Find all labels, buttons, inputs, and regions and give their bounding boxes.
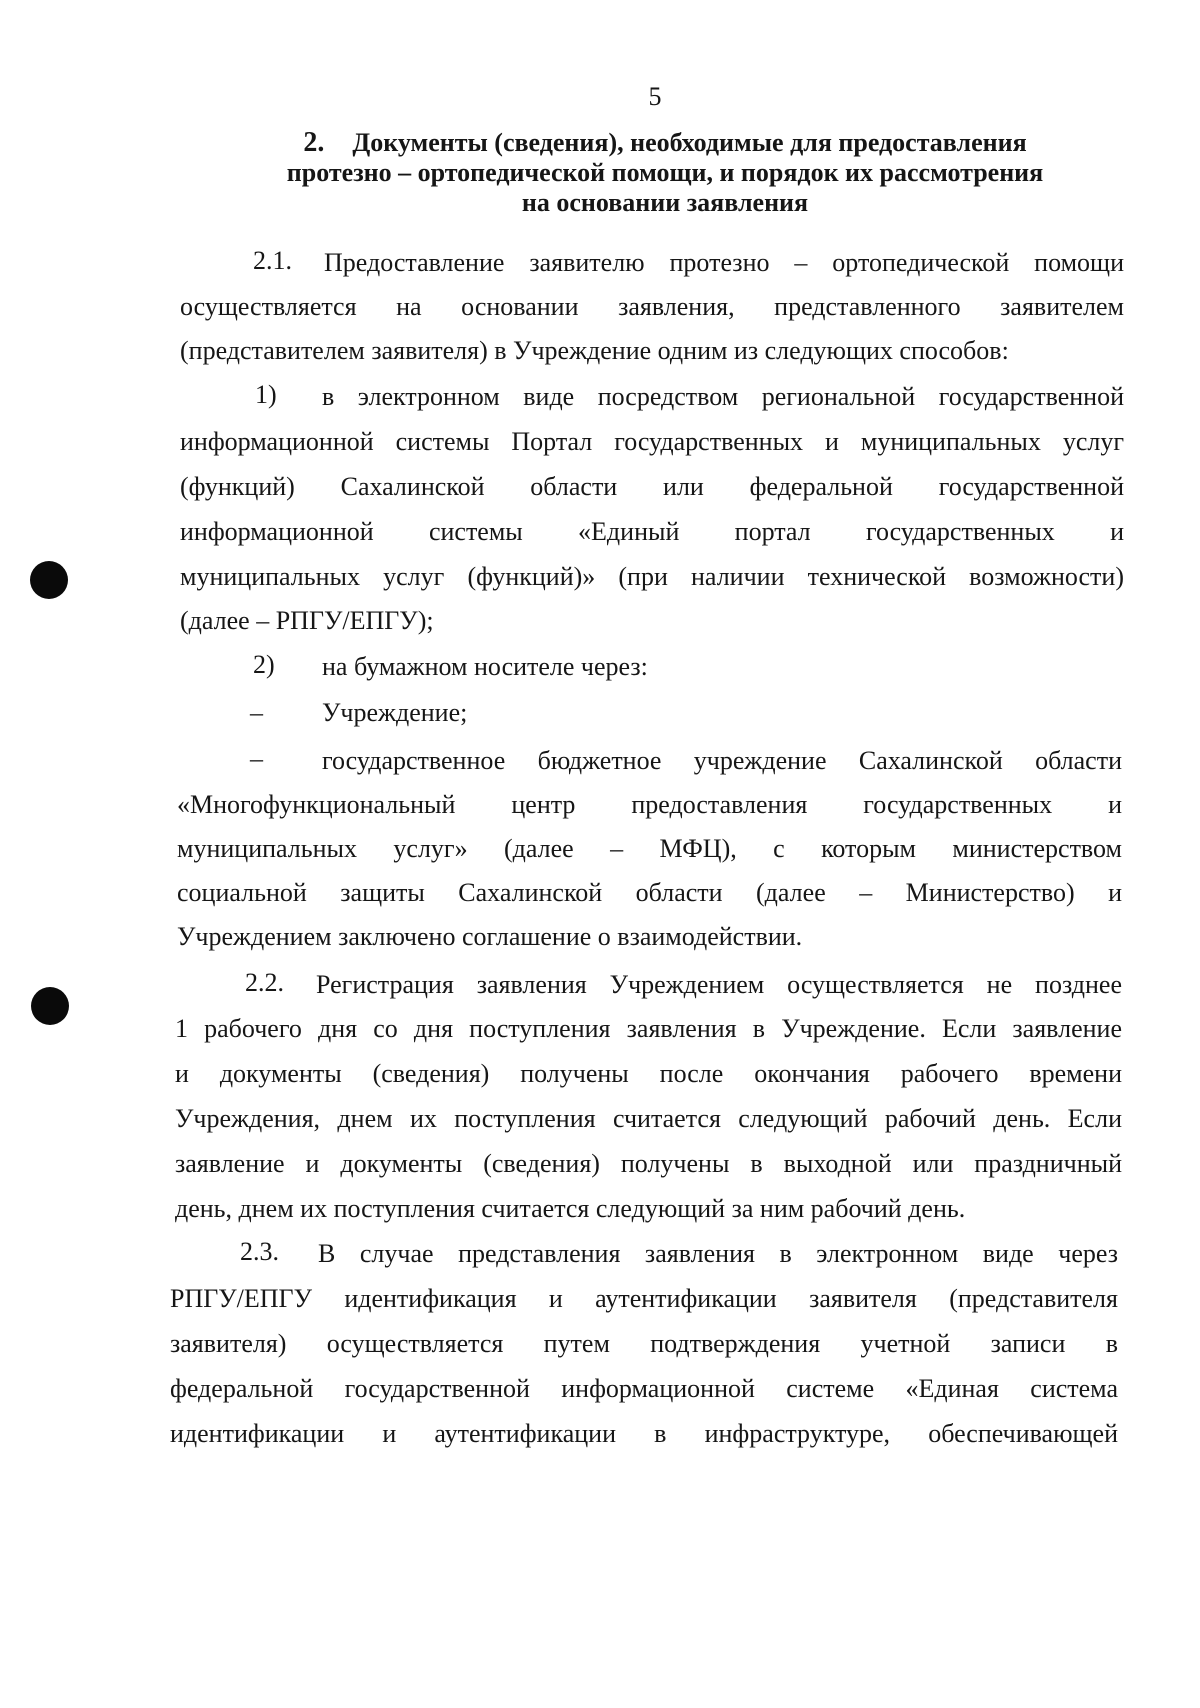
- clause-number-2-3: 2.3.: [240, 1237, 279, 1266]
- section-number: 2.: [303, 127, 325, 158]
- dash-item-line: Учреждением заключено соглашение о взаимодействии.: [177, 922, 803, 951]
- clause-2-3-line: В случае представления заявления в электронном виде через: [318, 1239, 1118, 1268]
- item-1-line: муниципальных услуг (функций)» (при наличии технической возможности): [180, 562, 1124, 591]
- clause-2-1-line: (представителем заявителя) в Учреждение одним из следующих способов:: [180, 336, 1009, 365]
- item-1-line: (далее – РПГУ/ЕПГУ);: [180, 606, 434, 635]
- clause-2-2-line: день, днем их поступления считается следующий за ним рабочий день.: [175, 1194, 966, 1223]
- clause-2-2-line: заявление и документы (сведения) получены в выходной или праздничный: [175, 1149, 1122, 1178]
- section-heading-line-3: на основании заявления: [521, 188, 809, 217]
- item-number-2: 2): [253, 650, 275, 679]
- item-1-line: информационной системы Портал государственных и муниципальных услуг: [180, 427, 1124, 456]
- clause-2-3-line: идентификации и аутентификации в инфраструктуре, обеспечивающей: [170, 1419, 1118, 1448]
- punch-hole: [30, 561, 68, 599]
- clause-2-2-line: и документы (сведения) получены после окончания рабочего времени: [175, 1059, 1122, 1088]
- clause-2-1-line: осуществляется на основании заявления, представленного заявителем: [180, 292, 1124, 321]
- dash-marker: –: [250, 698, 263, 727]
- item-1-line: (функций) Сахалинской области или федеральной государственной: [180, 472, 1124, 501]
- section-heading: [200, 128, 1130, 218]
- dash-item-line: муниципальных услуг» (далее – МФЦ), с которым министерством: [177, 834, 1122, 863]
- page-number: 5: [648, 82, 662, 111]
- clause-2-1-line: Предоставление заявителю протезно – ортопедической помощи: [324, 248, 1124, 277]
- clause-2-3-line: федеральной государственной информационной системе «Единая система: [170, 1374, 1118, 1403]
- dash-marker: –: [250, 744, 263, 773]
- item-1-line: в электронном виде посредством региональной государственной: [322, 382, 1124, 411]
- section-heading-line-1: 2. Документы (сведения), необходимые для предоставления: [303, 127, 1027, 158]
- clause-2-2-line: Регистрация заявления Учреждением осуществляется не позднее: [316, 970, 1122, 999]
- clause-number-2-1: 2.1.: [253, 246, 292, 275]
- punch-hole: [31, 987, 69, 1025]
- item-2-line: на бумажном носителе через:: [322, 652, 648, 681]
- dash-item-line: Учреждение;: [322, 698, 468, 727]
- clause-number-2-2: 2.2.: [245, 968, 284, 997]
- section-heading-line-2: протезно – ортопедической помощи, и порядок их рассмотрения: [286, 158, 1044, 187]
- dash-item-line: государственное бюджетное учреждение Сахалинской области: [322, 746, 1122, 775]
- clause-2-2-line: 1 рабочего дня со дня поступления заявления в Учреждение. Если заявление: [175, 1014, 1122, 1043]
- clause-2-3-line: заявителя) осуществляется путем подтверждения учетной записи в: [170, 1329, 1118, 1358]
- item-number-1: 1): [255, 380, 277, 409]
- dash-item-line: социальной защиты Сахалинской области (далее – Министерство) и: [177, 878, 1122, 907]
- clause-2-3-line: РПГУ/ЕПГУ идентификация и аутентификации заявителя (представителя: [170, 1284, 1118, 1313]
- item-1-line: информационной системы «Единый портал государственных и: [180, 517, 1124, 546]
- dash-item-line: «Многофункциональный центр предоставления государственных и: [177, 790, 1122, 819]
- clause-2-2-line: Учреждения, днем их поступления считается следующий рабочий день. Если: [175, 1104, 1122, 1133]
